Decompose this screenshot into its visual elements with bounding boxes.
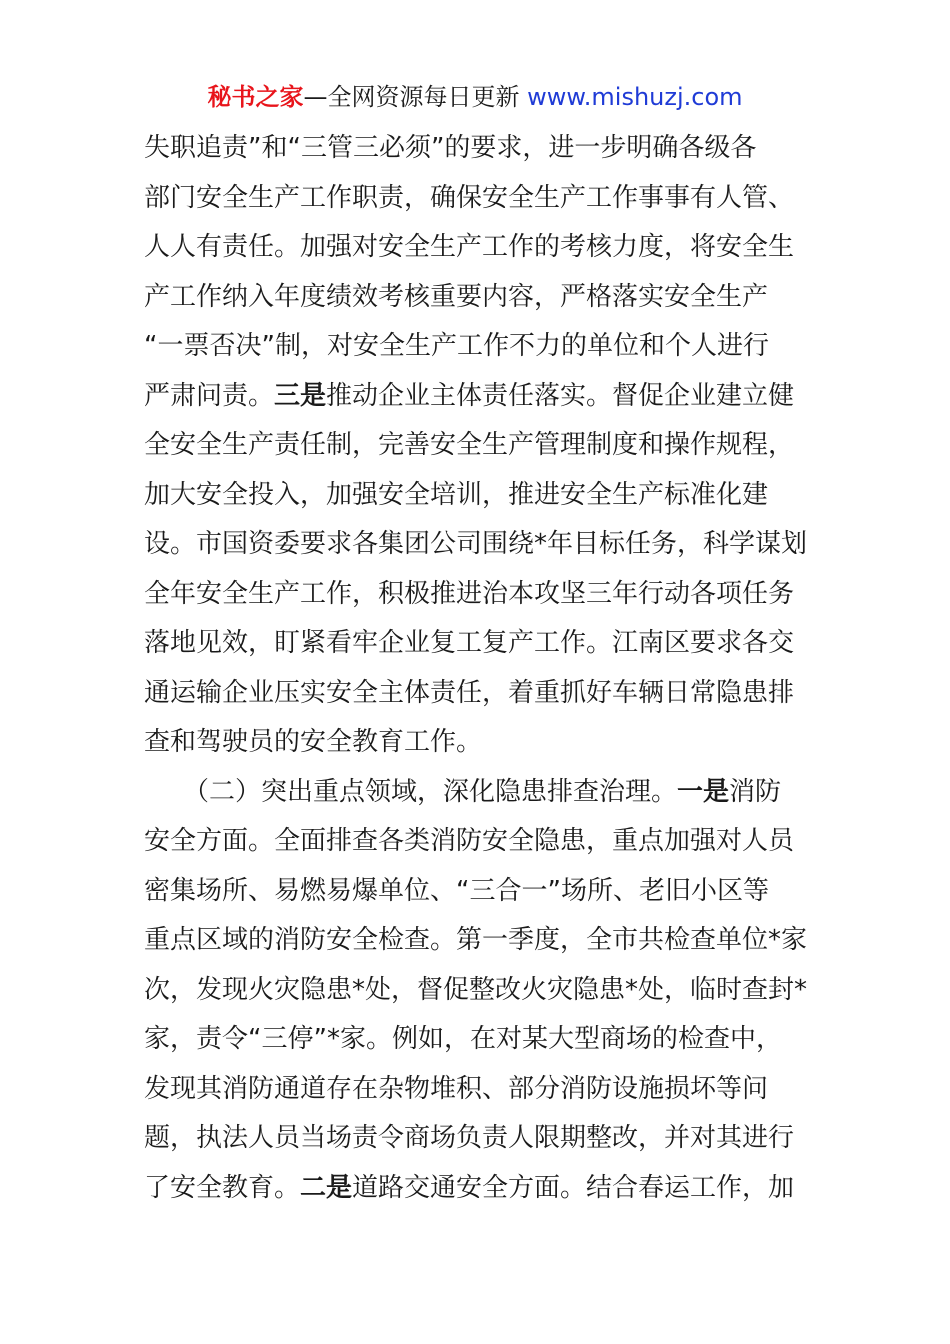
text-line: 密集场所、易燃易爆单位、“三合一”场所、老旧小区等	[144, 876, 769, 906]
text-line: 全年安全生产工作，积极推进治本攻坚三年行动各项任务	[144, 579, 795, 609]
text-line: 全安全生产责任制，完善安全生产管理制度和操作规程，	[144, 430, 795, 460]
text-line: 了安全教育。二是道路交通安全方面。结合春运工作，加	[144, 1173, 795, 1203]
text-line: “一票否决”制，对安全生产工作不力的单位和个人进行	[144, 331, 769, 361]
bold-marker: 一是	[677, 777, 730, 807]
section-heading-line: （二）突出重点领域，深化隐患排查治理。一是消防	[144, 777, 782, 807]
text-line: 次，发现火灾隐患*处，督促整改火灾隐患*处，临时查封*	[144, 975, 808, 1005]
text-line: 设。市国资委要求各集团公司围绕*年目标任务，科学谋划	[144, 529, 808, 559]
text-line: 人人有责任。加强对安全生产工作的考核力度，将安全生	[144, 232, 795, 262]
text-line: 部门安全生产工作职责，确保安全生产工作事事有人管、	[144, 183, 795, 213]
text-line: 落地见效，盯紧看牢企业复工复产工作。江南区要求各交	[144, 628, 795, 658]
text-line: 重点区域的消防安全检查。第一季度，全市共检查单位*家	[144, 925, 808, 955]
text-line: 查和驾驶员的安全教育工作。	[144, 727, 483, 757]
text-line: 严肃问责。三是推动企业主体责任落实。督促企业建立健	[144, 381, 795, 411]
text-line: 通运输企业压实安全主体责任，着重抓好车辆日常隐患排	[144, 678, 795, 708]
site-url-link[interactable]: www.mishuzj.com	[527, 83, 743, 111]
text-line: 安全方面。全面排查各类消防安全隐患，重点加强对人员	[144, 826, 795, 856]
bold-marker: 三是	[274, 381, 327, 411]
text-line: 发现其消防通道存在杂物堆积、部分消防设施损坏等问	[144, 1074, 769, 1104]
brand-name: 秘书之家	[207, 83, 304, 111]
text-line: 加大安全投入，加强安全培训，推进安全生产标准化建	[144, 480, 769, 510]
site-header	[0, 80, 950, 114]
text-line: 失职追责”和“三管三必须”的要求，进一步明确各级各	[144, 133, 757, 163]
bold-marker: 二是	[300, 1173, 353, 1203]
header-tagline: —全网资源每日更新	[303, 83, 528, 111]
text-line: 产工作纳入年度绩效考核重要内容，严格落实安全生产	[144, 282, 769, 312]
text-line: 家，责令“三停”*家。例如，在对某大型商场的检查中，	[144, 1024, 782, 1054]
text-line: 题，执法人员当场责令商场负责人限期整改，并对其进行	[144, 1123, 795, 1153]
